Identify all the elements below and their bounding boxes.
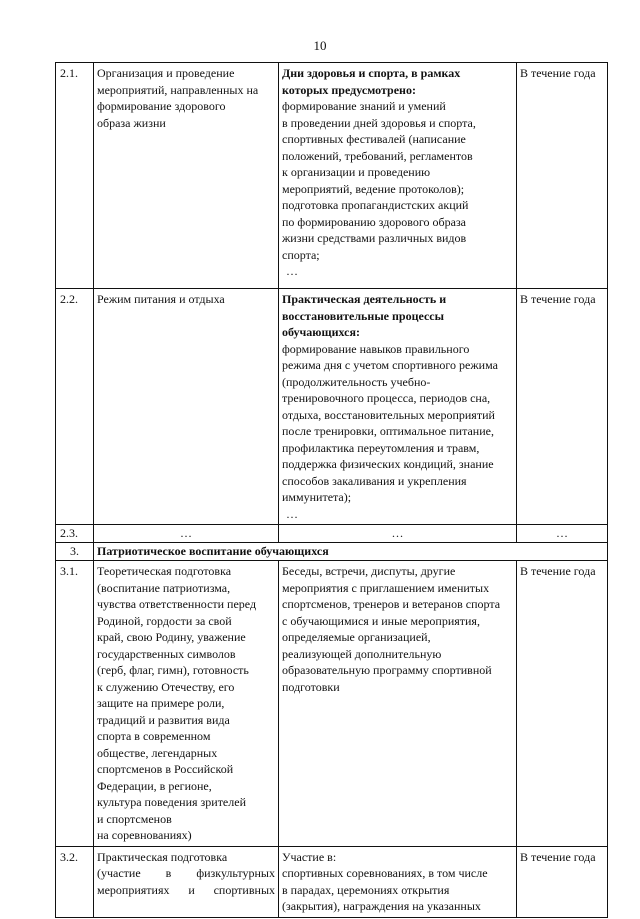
activity-name: Практическая подготовка (участие в физкультурных мероприятиях и спортивных (94, 846, 279, 917)
row-number: 2.2. (56, 289, 94, 525)
activity-content: Участие в: спортивных соревнованиях, в том числе в парадах, церемониях открытия (закрытия), награждения на указанных (279, 846, 517, 917)
ellipsis: … (286, 264, 298, 278)
period: … (517, 525, 608, 543)
ellipsis: … (286, 506, 298, 521)
period: В течение года (517, 289, 608, 525)
activity-name: Организация и проведение мероприятий, направленных на формирование здорового образа жизни (94, 63, 279, 289)
activity-name: Теоретическая подготовка (воспитание патриотизма, чувства ответственности перед Родиной, гордости за свой край, свою Родину, уважение государственных символов (герб, флаг, гимн), готовность к служению Отечеству, его защите на примере роли, традиций и развития вида спорта в современном обществе, легендарных спортсменов в Российской Федерации, в регионе, культура поведения зрителей и спортсменов на соревнованиях) (94, 561, 279, 847)
section-number: 3. (56, 543, 94, 561)
table-row (56, 525, 608, 543)
table-row (56, 846, 608, 917)
activity-content: Дни здоровья и спорта, в рамках которых предусмотрено: формирование знаний и умений в проведении дней здоровья и спорта, спортивных фестивалей (написание положений, требований, регламентов к организации и проведению мероприятий, ведение протоколов); подготовка пропагандистских акций по формированию здорового образа жизни средствами различных видов спорта; … (279, 63, 517, 289)
page-number: 10 (313, 38, 327, 53)
section-header-row (56, 543, 608, 561)
row-number: 2.3. (56, 525, 94, 543)
activity-name: … (94, 525, 279, 543)
section-title: Патриотическое воспитание обучающихся (94, 543, 608, 561)
activity-content: Беседы, встречи, диспуты, другие мероприятия с приглашением именитых спортсменов, тренеров и ветеранов спорта с обучающимися и иные мероприятия, определяемые организацией, реализующей дополнительную образовательную программу спортивной подготовки (279, 561, 517, 847)
period: В течение года (517, 846, 608, 917)
table-row (56, 561, 608, 847)
row-number: 3.2. (56, 846, 94, 917)
plan-table (55, 62, 608, 918)
row-number: 3.1. (56, 561, 94, 847)
table-row (56, 63, 608, 289)
activity-content: Практическая деятельность и восстановительные процессы обучающихся: формирование навыков правильного режима дня с учетом спортивного режима (продолжительность учебно- тренировочного процесса, периодов сна, отдыха, восстановительных мероприятий после тренировки, оптимальное питание, профилактика переутомления и травм, поддержка физических кондиций, знание способов закаливания и укрепления иммунитета); … (279, 289, 517, 525)
period: В течение года (517, 561, 608, 847)
period: В течение года (517, 63, 608, 289)
table-row (56, 289, 608, 525)
row-number: 2.1. (56, 63, 94, 289)
activity-content: … (279, 525, 517, 543)
activity-name: Режим питания и отдыха (94, 289, 279, 525)
